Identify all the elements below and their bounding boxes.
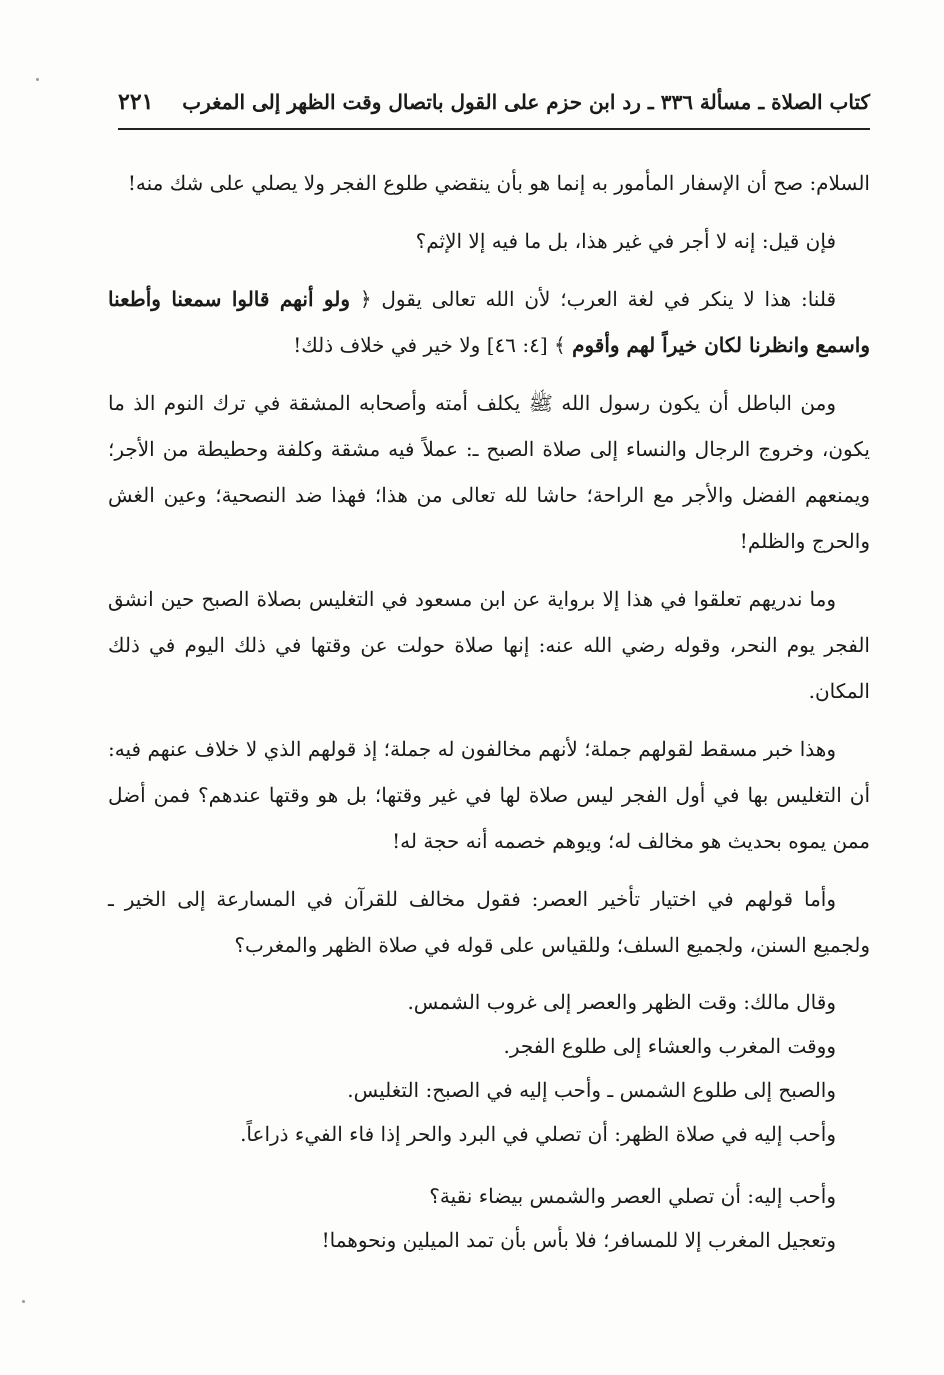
scan-speck bbox=[36, 78, 39, 81]
preference-block bbox=[108, 1174, 836, 1262]
quran-verse: ولو أنهم قالوا سمعنا وأطعنا واسمع وانظرنا لكان خيراً لهم وأقوم bbox=[108, 287, 870, 357]
maliki-opinion-block bbox=[108, 980, 836, 1156]
body-text bbox=[108, 160, 870, 1280]
running-header bbox=[118, 82, 870, 122]
paragraph: وأما قولهم في اختيار تأخير العصر: فقول مخالف للقرآن في المسارعة إلى الخير ـ ولجميع السنن، ولجميع السلف؛ وللقياس على قوله في صلاة الظهر والمغرب؟ bbox=[108, 887, 870, 957]
opinion-line: والصبح إلى طلوع الشمس ـ وأحب إليه في الصبح: التغليس. bbox=[347, 1078, 836, 1102]
opinion-line: وأحب إليه في صلاة الظهر: أن تصلي في البرد والحر إذا فاء الفيء ذراعاً. bbox=[240, 1122, 836, 1146]
scan-speck bbox=[22, 1300, 25, 1303]
paragraph: فإن قيل: إنه لا أجر في غير هذا، بل ما فيه إلا الإثم؟ bbox=[415, 229, 836, 253]
paragraph: السلام: صح أن الإسفار المأمور به إنما هو بأن ينقضي طلوع الفجر ولا يصلي على شك منه! bbox=[127, 171, 870, 195]
opinion-line: وأحب إليه: أن تصلي العصر والشمس بيضاء نقية؟ bbox=[429, 1184, 836, 1208]
quran-paragraph bbox=[108, 276, 870, 368]
opinion-line: وتعجيل المغرب إلا للمسافر؛ فلا بأس بأن تمد الميلين ونحوهما! bbox=[321, 1228, 836, 1252]
paragraph: ومن الباطل أن يكون رسول الله ﷺ يكلف أمته وأصحابه المشقة في ترك النوم الذ ما يكون، وخروج الرجال والنساء إلى صلاة الصبح ـ: عملاً فيه مشقة وكلفة وحطيطة من الأجر؛ ويمنعهم الفضل والأجر مع الراحة؛ حاشا لله تعالى من هذا؛ فهذا ضد النصحية؛ وعين الغش والحرج والظلم! bbox=[108, 391, 870, 553]
paragraph-text: قلنا: هذا لا ينكر في لغة العرب؛ لأن الله تعالى يقول ﴿ bbox=[350, 287, 837, 311]
paragraph-text: ﴾ [٤: ٤٦] ولا خير في خلاف ذلك! bbox=[293, 333, 573, 357]
opinion-line: وقال مالك: وقت الظهر والعصر إلى غروب الشمس. bbox=[407, 990, 836, 1014]
running-title: كتاب الصلاة ـ مسألة ٣٣٦ ـ رد ابن حزم على القول باتصال وقت الظهر إلى المغرب bbox=[182, 90, 870, 114]
paragraph: وما ندريهم تعلقوا في هذا إلا برواية عن ابن مسعود في التغليس بصلاة الصبح حين انشق الفجر يوم النحر، وقوله رضي الله عنه: إنها صلاة حولت عن وقتها في ذلك اليوم في ذلك المكان. bbox=[108, 587, 870, 703]
opinion-line: ووقت المغرب والعشاء إلى طلوع الفجر. bbox=[503, 1034, 836, 1058]
paragraph: وهذا خبر مسقط لقولهم جملة؛ لأنهم مخالفون له جملة؛ إذ قولهم الذي لا خلاف عنهم فيه: أن التغليس بها في أول الفجر ليس صلاة لها في غير وقتها؛ بل هو وقتها عندهم؟ فمن أضل ممن يموه بحديث هو مخالف له؛ ويوهم خصمه أنه حجة له! bbox=[108, 737, 870, 853]
page-number: ٢٢١ bbox=[118, 89, 154, 115]
header-rule bbox=[118, 128, 870, 130]
